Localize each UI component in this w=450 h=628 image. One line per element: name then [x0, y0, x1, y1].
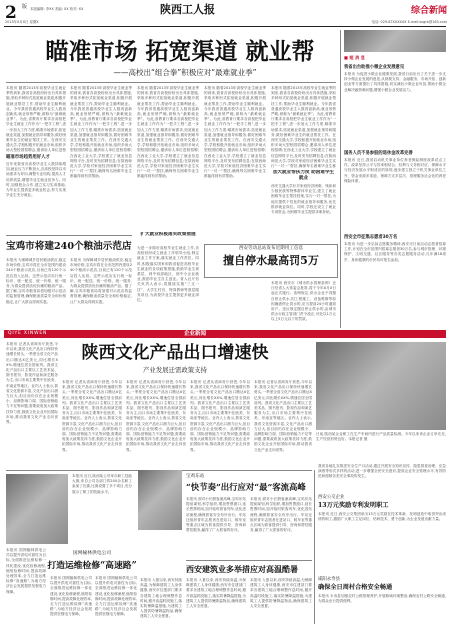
page-number-box	[5, 3, 27, 19]
bottom-right-item1-overline: 西安公交企业	[318, 495, 345, 500]
editors-line: 本版编辑: 李XX 美编: XX 校对: XX	[30, 7, 84, 11]
lead-headline: 瞄准市场 拓宽渠道 就业帮	[45, 38, 315, 65]
lead-body-col3: 本报讯 随着2013年高校毕业生就业季的到来,我省各高校纷纷出台具体措施,采取多种形式拓宽就业渠道,积极开展就业帮扶工作,帮助毕业生顺利就业。今年我省普通高校毕业生人数再创新高,就业形势严峻,被称为“最难就业季”。为此,省教育厅要求各高校把毕业生就业工作作为“一把手工程”,进一步加大工作力度,瞄准市场需求,拓宽就业渠道,加强就业指导和服务,做好困难毕业生的就业帮扶工作。在西安交通大学,学校积极开拓就业市场,组织多场大型校园招聘会,邀请用人单位进校招聘;在西北工业大学,学校建立了就业信息网络平台,及时发布招聘信息;在陕西师范大学,学校对家庭经济困难毕业生实行“一对一”帮扶,确保每名困难毕业生都能得到有效帮助。	[137, 86, 199, 179]
grain-body-col1: 本报讯 为保障城乡居民粮油供应,稳定市场价格,宝鸡市将在全市范围内建设240个粮油示范店,目前已有120个示范店投入运营。这些示范店实行统一标识、统一配送、统一价格、统一服务,为群众提供质优价廉的粮油产品。据了解,宝鸡市粮食局将加强对示范店的监督管理,确保粮油质量安全和价格稳定,让广大群众得到实惠。	[6, 258, 66, 304]
worker-photo-caption: 本报讯 近日,陕西某公司举办职工技能大赛,来自公司各部门的200余名职工参加了比赛,比赛设置了多个项目,充分展示了职工的技能水平。	[72, 474, 132, 494]
sidebar-item-0-headline: 我省出台助推小微企业发展意见	[344, 65, 405, 70]
expo-box	[204, 244, 338, 278]
lead-rule	[6, 82, 336, 83]
factory-photo-caption: 日前,陕西某企业职工在生产车间内进行产品质量检测。今年以来该企业订单充足,生产经营形势良好。本报记者 摄	[316, 432, 446, 442]
expo-body-col1: 本报讯 西安市《城市供水管理条例》近日经省人大常委会批准,将于今年X月X日起正式施行。条例规定,供水企业不得擅自停止供水,因工程施工、设备维修等原因确需停止供水的,应当提前24小时通知用户。违反规定擅自停止供水的,由城市供水行政主管部门责令改正,可处以1万元以上5万元以下的罚款。	[271, 281, 336, 322]
sidebar-tag: ■ 短 消 息	[344, 55, 365, 60]
left-col-body: 近年来我省各高校毕业生人数持续增加,就业压力不断加大,各高校坚持以市场需求为导向,调整专业结构,提高人才培养质量,增强毕业生就业竞争力。同时,加强校企合作,建立实习实训基地,为毕业生提供更多就业机会,努力实现毕业生充分就业。	[6, 162, 66, 198]
contact-line: 电话: 029-87XXXXXX E-mail:sxgrb@163.com	[371, 20, 447, 24]
culture-headline: 陕西文化产品出口增速快	[81, 343, 269, 363]
sidebar-item-2-headline: 西安全市征集志愿者30万名	[344, 235, 398, 240]
culture-body-col4: 本报讯 记者从省商务厅获悉,今年以来,我省文化产品出口保持快速增长势头,一季度全省文化产品出口额达X亿美元,同比增长XX%,增速位居全国前列。我省文化产品出口主要以工艺美术品、图书报刊、影视作品和演艺服务为主,出口市场主要集中在欧美、东南亚等地区。业内人士表示,我省文化资源丰富,文化产品出口潜力巨大,但目前仍存在企业规模小、品牌影响力弱、国际营销能力不足等问题,需要政府加大政策扶持力度,鼓励文化企业开拓国际市场,推动我省文化产业走向世界。	[254, 380, 312, 452]
bottom-mid-body-b: 本报讯 面对小长假客流高峰,宝鸡东站提前谋划,科学组织,增加售票窗口,延长售票时间,加开临时旅客列车,优化进站流程,确保旅客安全有序出行。车站还组织青年志愿者在进站口、候车室等重点区域为旅客提供引导、咨询和帮扶服务,赢得了广大旅客的好评。	[250, 497, 312, 533]
lead-body-col1: 本报讯 随着2013年高校毕业生就业季的到来,我省各高校纷纷出台具体措施,采取多种形式拓宽就业渠道,积极开展就业帮扶工作,帮助毕业生顺利就业。今年我省普通高校毕业生人数再创新高,就业形势严峻,被称为“最难就业季”。为此,省教育厅要求各高校把毕业生就业工作作为“一把手工程”,进一步加大工作力度,瞄准市场需求,拓宽就业渠道,加强就业指导和服务,做好困难毕业生的就业帮扶工作。在西安交通大学,学校积极开拓就业市场,组织多场大型校园招聘会,邀请用人单位进校	[6, 86, 66, 152]
bottom-right-item1-headline: 13万元奖励专利发明职工	[318, 502, 389, 509]
middle-heading-a: 扩大就业积极落实政策措施	[140, 232, 196, 237]
bottom-left-overline: 国网榆林供电公司	[72, 551, 112, 556]
sidebar-item-1-headline: 国务人员不易参股的退休金改革完善	[344, 151, 413, 156]
expo-headline: 擅自停水最高罚5万	[223, 254, 319, 267]
grain-rule	[6, 235, 132, 236]
page-label: 版	[21, 4, 27, 10]
paper-name: 陕西工人报	[160, 3, 215, 16]
right-mid-body: 西安交通大学针对家庭经济困难、残疾和少数民族等特殊群体毕业生,建立了就业困难毕业生帮扶档案,实行一对一帮扶,为他们提供个性化的就业指导和服务,优先推荐就业岗位。同时,学校还设立了就业专项资金,为困难毕业生提供求职补贴。	[271, 184, 336, 215]
section-banner-pinyin: QIYE XINWEN	[8, 331, 48, 336]
bottom-right-item2-body: 本报讯 永寿县加强农村公路管理养护,开展路域环境整治,确保农村公路安全畅通,为群众出行提供便利。	[318, 594, 446, 604]
factory-photo	[316, 342, 446, 430]
sidebar-photo	[344, 30, 446, 52]
sidebar-item-0-body: 本报讯 为促进小微企业健康发展,我省日前出台了关于进一步支持小微企业发展的意见,从财税支持、金融服务、市场开拓、创新创业等方面提出了具体措施,切实减轻小微企业负担,帮助小微企业解决融资难问题,增强小微企业发展活力。	[344, 72, 446, 92]
culture-body-col1: 本报讯 记者从省商务厅获悉,今年以来,我省文化产品出口保持快速增长势头,一季度全省文化产品出口额达X亿美元,同比增长XX%,增速位居全国前列。我省文化产品出口主要以工艺美术品、图书报刊、影视作品和演艺服务为主,出口市场主要集中在欧美、东南亚等地区。业内人士表示,我省文化资源丰富,文化产品出口潜力巨大,但目前仍存在企业规模小、品牌影响力弱、国际营销能力不足等问题,需要政府加大政策扶持力度,鼓励文化企业开拓国际市场,推动我省文化产业走向世界。	[62, 380, 122, 452]
bottom-right-top-body: 我省各地扎实推进安全生产月活动,通过开展安全知识宣传、隐患排查治理、应急演练等形式多样的活动,进一步增强全民安全意识,提高企业安全管理水平,有效防范和遏制各类安全事故的发生。	[318, 464, 446, 479]
masthead-rule	[4, 26, 446, 27]
culture-body-col3: 本报讯 记者从省商务厅获悉,今年以来,我省文化产品出口保持快速增长势头,一季度全省文化产品出口额达X亿美元,同比增长XX%,增速位居全国前列。我省文化产品出口主要以工艺美术品、图书报刊、影视作品和演艺服务为主,出口市场主要集中在欧美、东南亚等地区。业内人士表示,我省文化资源丰富,文化产品出口潜力巨大,但目前仍存在企业规模小、品牌影响力弱、国际营销能力不足等问题,需要政府加大政策扶持力度,鼓励文化企业开拓国际市场,推动我省文化产业走向世界。	[190, 380, 250, 452]
bottom-mid2-body-a: 本报讯 入夏以来,西安持续高温,为保障建筑工人身体健康,西安市住建部门要求各建筑工地合理调整作息时间,避开高温时段施工,落实防暑降温措施,为建筑工人提供防暑降温物品,确保建筑工人安全度夏。	[140, 578, 182, 619]
culture-body-col0: 本报讯 记者从省商务厅获悉,今年以来,我省文化产品出口保持快速增长势头,一季度全省文化产品出口额达X亿美元,同比增长XX%,增速位居全国前列。我省文化产品出口主要以工艺美术品、图书报刊、影视作品和演艺服务为主,出口市场主要集中在欧美、东南亚等地区。业内人士表示,我省文化资源丰富,文化产品出口潜力巨大,但目前仍存在企业规模小、品牌影响力弱、国际营销能力不足等问题,需要政府加大政策扶持力度,鼓励文化企业开拓国际市场,推动我省文化产业走向世界。	[6, 342, 58, 425]
lead-body-col2: 本报讯 随着2013年高校毕业生就业季的到来,我省各高校纷纷出台具体措施,采取多种形式拓宽就业渠道,积极开展就业帮扶工作,帮助毕业生顺利就业。今年我省普通高校毕业生人数再创新高,就业形势严峻,被称为“最难就业季”。为此,省教育厅要求各高校把毕业生就业工作作为“一把手工程”,进一步加大工作力度,瞄准市场需求,拓宽就业渠道,加强就业指导和服务,做好困难毕业生的就业帮扶工作。在西安交通大学,学校积极开拓就业市场,组织多场大型校园招聘会,邀请用人单位进校招聘;在西北工业大学,学校建立了就业信息网络平台,及时发布招聘信息;在陕西师范大学,学校对家庭经济困难毕业生实行“一对一”帮扶,确保每名困难毕业生都能得到有效帮助。	[70, 86, 132, 179]
section-name: 综合新闻	[410, 6, 447, 16]
train-photo	[138, 470, 182, 530]
bottom-mid-overline: 宝鸡东站	[186, 474, 205, 479]
middle-body-a: 为进一步做好高校毕业生就业工作,各高校纷纷成立就业工作领导小组,制定就业工作方案,落实就业工作责任。同时,积极落实国家和我省促进高校毕业生就业的各项政策措施,鼓励毕业生到基层、到中西部地区、到中小企业就业,鼓励毕业生自主创业。省人社厅有关负责人表示,将继续实施“三支一扶”、大学生村官、特岗教师等基层服务项目,为高校毕业生提供更多就业岗位。	[137, 246, 199, 303]
bottom-mid-headline: “快节奏”出行应对“最”客流高峰	[186, 482, 306, 492]
bottom-mid2-body-c: 本报讯 入夏以来,西安持续高温,为保障建筑工人身体健康,西安市住建部门要求各建筑工地合理调整作息时间,避开高温时段施工,落实防暑降温措施,为建筑工人提供防暑降温物品,确保建筑工人安全度夏。	[250, 578, 312, 609]
bottom-right-divider	[314, 470, 315, 624]
sidebar-divider	[340, 30, 341, 328]
lead-body-col5: 本报讯 随着2013年高校毕业生就业季的到来,我省各高校纷纷出台具体措施,采取多种形式拓宽就业渠道,积极开展就业帮扶工作,帮助毕业生顺利就业。今年我省普通高校毕业生人数再创新高,就业形势严峻,被称为“最难就业季”。为此,省教育厅要求各高校把毕业生就业工作作为“一把手工程”,进一步加大工作力度,瞄准市场需求,拓宽就业渠道,加强就业指导和服务,做好困难毕业生的就业帮扶工作。在西安交通大学,学校积极开拓就业市场,组织多场大型校园招聘会,邀请用人单位进校招聘;在西北工业大学,学校建立了就业信息网络平台,及时发布招聘信息;在陕西师范大学,学校对家庭经济困难毕业生实行“一对一”帮扶,确保每名困难毕业生都	[271, 86, 336, 168]
bottom-left-body-b: 本报讯 国网榆林供电公司以提升供电可靠性为目标,全面推进运维检修一体化建设,优化检修流程,缩短检修时间,提高故障处理效率,全力打造运维检修“高速路”,为地方经济社会发展提供坚强电力保障。	[95, 576, 137, 617]
bottom-mid2-headline: 西安建筑业多举措应对高温酷暑	[186, 564, 298, 574]
sidebar-item-2-body: 本报讯 为进一步弘扬志愿服务精神,西安市日前启动志愿者招募工作,计划在全市范围内招募志愿者30万名,参与城市管理、环境保护、文明交通、社区服务等各类志愿服务活动,凡年满18周岁、身体健康的市民均可报名参加。	[344, 242, 446, 262]
lead-subheadline: ——高校出“组合拳”积极应对“最难就业季”	[113, 68, 257, 77]
sidebar-item-1-body: 本报讯 近日,我省启动机关事业单位养老保险制度改革试点工作。改革坚持公平与效率相结合、权利与义务相对应、保障水平与经济发展水平相适应的原则,逐步建立独立于机关事业单位之外、资金来源多渠道、保障方式多层次、管理服务社会化的养老保险体系。	[344, 158, 446, 183]
lead-body-col4: 本报讯 随着2013年高校毕业生就业季的到来,我省各高校纷纷出台具体措施,采取多种形式拓宽就业渠道,积极开展就业帮扶工作,帮助毕业生顺利就业。今年我省普通高校毕业生人数再创新高,就业形势严峻,被称为“最难就业季”。为此,省教育厅要求各高校把毕业生就业工作作为“一把手工程”,进一步加大工作力度,瞄准市场需求,拓宽就业渠道,加强就业指导和服务,做好困难毕业生的就业帮扶工作。在西安交通大学,学校积极开拓就业市场,组织多场大型校园招聘会,邀请用人单位进校招聘;在西北工业大学,学校建立了就业信息网络平台,及时发布招聘信息;在陕西师范大学,学校对家庭经济困难毕业生实行“一对一”帮扶,确保每名困难毕业生都能得到有效帮助。	[204, 86, 266, 179]
grain-headline: 宝鸡市将建240个粮油示范店	[6, 241, 132, 252]
right-mid-heading: 加大就业帮扶力度 助困难学生就业	[272, 170, 335, 181]
expo-overline: 西安劳动总站发布近期用工信息	[238, 246, 304, 251]
grain-body-col2: 本报讯 为保障城乡居民粮油供应,稳定市场价格,宝鸡市将在全市范围内建设240个粮油示范店,目前已有120个示范店投入运营。这些示范店实行统一标识、统一配送、统一价格、统一服务,为群众提供质优价廉的粮油产品。据了解,宝鸡市粮食局将加强对示范店的监督管理,确保粮油质量安全和价格稳定,让广大群众得到实惠。	[70, 258, 132, 304]
page-number: 2	[5, 3, 17, 19]
bottom-right-item2-headline: 确保全日周村合格安全畅通	[318, 584, 393, 591]
left-col-headline: 瞄准市场趋势用好人才	[6, 155, 50, 160]
worker-photo	[6, 474, 68, 544]
culture-body-col2: 本报讯 记者从省商务厅获悉,今年以来,我省文化产品出口保持快速增长势头,一季度全省文化产品出口额达X亿美元,同比增长XX%,增速位居全国前列。我省文化产品出口主要以工艺美术品、图书报刊、影视作品和演艺服务为主,出口市场主要集中在欧美、东南亚等地区。业内人士表示,我省文化资源丰富,文化产品出口潜力巨大,但目前仍存在企业规模小、品牌影响力弱、国际营销能力不足等问题,需要政府加大政策扶持力度,鼓励文化企业开拓国际市场,推动我省文化产业走向世界。	[126, 380, 186, 452]
culture-subheadline: 产业发展迁需政策支持	[143, 366, 207, 374]
bottom-right-item2-overline: 咸阳永寿县	[318, 577, 340, 582]
bottom-mid-rule	[186, 560, 312, 561]
date-line: 2013年X月X日 星期X	[5, 20, 39, 24]
bottom-mid-body-a: 本报讯 面对小长假客流高峰,宝鸡东站提前谋划,科学组织,增加售票窗口,延长售票时间,加开临时旅客列车,优化进站流程,确保旅客安全有序出行。车站还组织青年志愿者在进站口、候车室等重点区域为旅客提供引导、咨询和帮扶服务,赢得了广大旅客的好评。	[186, 497, 246, 533]
section-banner-label: 企业新闻	[184, 331, 207, 337]
bottom-right-item1-body: 本报讯 近日,西安公交集团拿出13万元奖励在技术革新、发明创造中取得突出成绩的职工,激励广大职工立足岗位、钻研技术、勇于创新,为企业发展贡献力量。	[318, 512, 446, 522]
bottom-mid2-body-b: 本报讯 入夏以来,西安持续高温,为保障建筑工人身体健康,西安市住建部门要求各建筑工地合理调整作息时间,避开高温时段施工,落实防暑降温措施,为建筑工人提供防暑降温物品,确保建筑工人安全度夏。	[186, 578, 246, 609]
bottom-left-side-body: 本报讯 国网榆林供电公司以提升供电可靠性为目标,全面推进运维检修一体化建设,优化检修流程,缩短检修时间,提高故障处理效率,全力打造运维检修“高速路”,为地方经济社会发展提供坚强电力保障。	[6, 548, 46, 594]
bottom-left-headline: 打造运维检修“高速路”	[47, 561, 137, 571]
bottom-left-body-a: 本报讯 国网榆林供电公司以提升供电可靠性为目标,全面推进运维检修一体化建设,优化检修流程,缩短检修时间,提高故障处理效率,全力打造运维检修“高速路”,为地方经济社会发展提供坚强电力保障。	[50, 576, 92, 617]
section-banner	[4, 330, 446, 338]
